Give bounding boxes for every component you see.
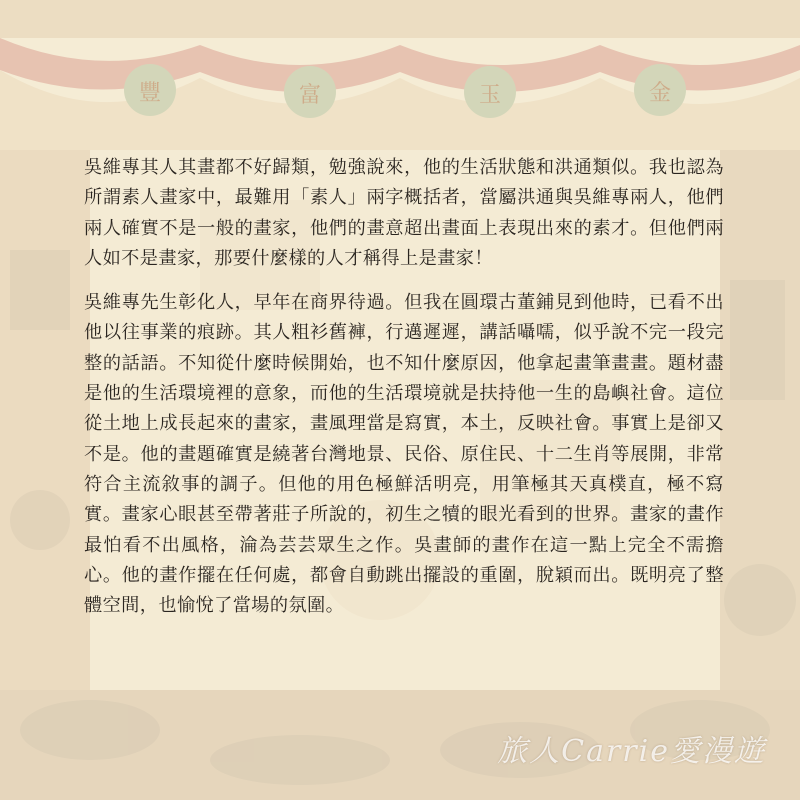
article-paragraph-1: 吳維專其人其畫都不好歸類，勉強說來，他的生活狀態和洪通類似。我也認為所謂素人畫家中，最難用「素人」兩字概括者，當屬洪通與吳維專兩人，他們兩人確實不是一般的畫家，他們的畫意超出畫面上表現出來的素才。但他們兩人如不是畫家，那要什麼樣的人才稱得上是畫家！ [84,157,724,269]
banner-character-1: 豐 [138,81,161,106]
banner-character-2: 富 [298,83,321,108]
banner-character-3: 玉 [478,83,501,108]
banner-character-4: 金 [648,81,671,106]
article-paragraph-2: 吳維專先生彰化人，早年在商界待過。但我在圓環古董鋪見到他時，已看不出他以往事業的痕跡。其人粗衫舊褲，行邁遲遲，講話囁嚅，似乎說不完一段完整的話語。不知從什麼時候開始，也不知什麼原因，他拿起畫筆畫畫。題材盡是他的生活環境裡的意象，而他的生活環境就是扶持他一生的島嶼社會。這位從土地上成長起來的畫家，畫風理當是寫實，本土，反映社會。事實上是卻又不是。他的畫題確實是繞著台灣地景、民俗、原住民、十二生肖等展開，非常符合主流敘事的調子。但他的用色極鮮活明亮，用筆極其天真樸直，極不寫實。畫家心眼甚至帶著莊子所說的，初生之犢的眼光看到的世界。畫家的畫作最怕看不出風格，淪為芸芸眾生之作。吳畫師的畫作在這一點上完全不需擔心。他的畫作擺在任何處，都會自動跳出擺設的重圍，脫穎而出。既明亮了整體空間，也愉悅了當場的氛圍。 [84,292,724,617]
watermark-signature: 旅人Carrie愛漫遊 [497,734,766,769]
article-body [84,153,724,635]
